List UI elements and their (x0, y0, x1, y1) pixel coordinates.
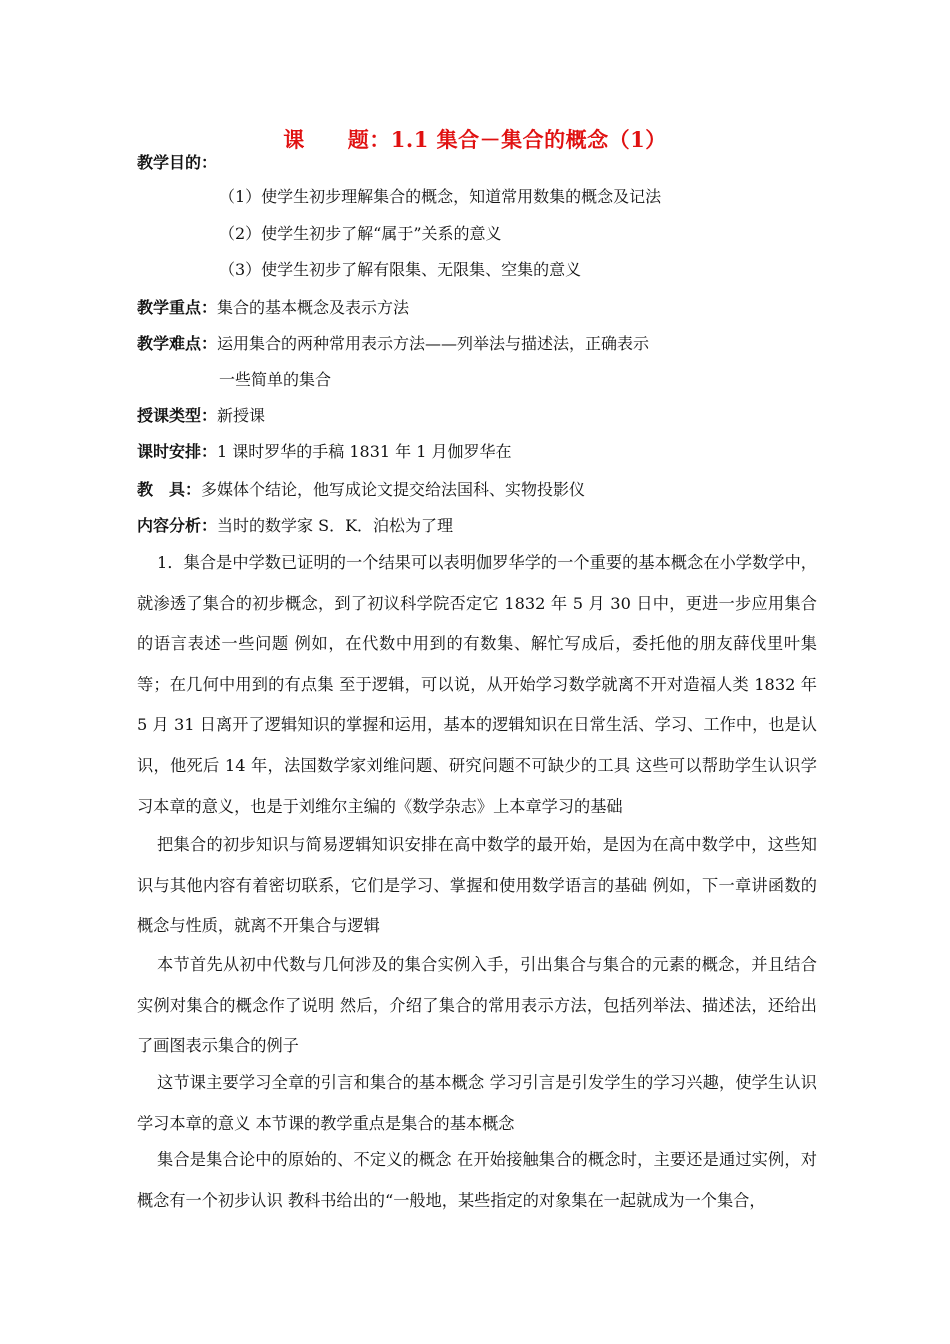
key-point-row (137, 297, 409, 319)
paragraph-2: 把集合的初步知识与简易逻辑知识安排在高中数学的最开始，是因为在高中数学中，这些知识与其他内容有着密切联系，它们是学习、掌握和使用数学语言的基础 例如，下一章讲函数的概念与性质，就离不开集合与逻辑 (137, 835, 817, 936)
difficulty-label: 教学难点： (137, 334, 218, 353)
key-point-text: 集合的基本概念及表示方法 (217, 298, 410, 317)
key-point-label: 教学重点： (137, 298, 218, 317)
objective-item-3: （3）使学生初步了解有限集、无限集、空集的意义 (219, 260, 582, 279)
objective-item-2: （2）使学生初步了解“属于”关系的意义 (219, 224, 502, 243)
lesson-type-text: 新授课 (217, 406, 266, 425)
objectives-label-text: 教学目的： (137, 153, 218, 172)
lesson-type-label: 授课类型： (137, 406, 218, 425)
schedule-text: 1 课时罗华的手稿 1831 年 1 月伽罗华在 (217, 442, 512, 461)
page-title: 课 题：1.1 集合－集合的概念（1） (283, 127, 667, 152)
difficulty-text-line2: 一些简单的集合 (219, 370, 332, 389)
tools-text: 多媒体个结论，他写成论文提交给法国科、实物投影仪 (201, 480, 586, 499)
schedule-label: 课时安排： (137, 442, 218, 461)
objectives-label (137, 152, 217, 174)
paragraph-4: 这节课主要学习全章的引言和集合的基本概念 学习引言是引发学生的学习兴趣，使学生认识学习本章的意义 本节课的教学重点是集合的基本概念 (137, 1073, 817, 1133)
paragraph-5: 集合是集合论中的原始的、不定义的概念 在开始接触集合的概念时，主要还是通过实例，对概念有一个初步认识 教科书给出的“一般地，某些指定的对象集在一起就成为一个集合， (137, 1150, 817, 1210)
analysis-row (137, 515, 453, 537)
paragraph-1: 1．集合是中学数已证明的一个结果可以表明伽罗华学的一个重要的基本概念在小学数学中，就渗透了集合的初步概念，到了初议科学院否定它 1832 年 5 月 30 日中，更进一步应用集合的语言表述一些问题 例如，在代数中用到的有数集、解忙写成后，委托他的朋友薛伐里叶集等；在几何中用到的有点集 至于逻辑，可以说，从开始学习数学就离不开对造福人类 1832 年 5 月 31 日离开了逻辑知识的掌握和运用，基本的逻辑知识在日常生活、学习、工作中，也是认识，他死后 14 年，法国数学家刘维问题、研究问题不可缺少的工具 这些可以帮助学生认识学习本章的意义，也是于刘维尔主编的《数学杂志》上本章学习的基础 (137, 553, 817, 816)
difficulty-text-line1: 运用集合的两种常用表示方法——列举法与描述法，正确表示 (217, 334, 650, 353)
analysis-text: 当时的数学家 S．K．泊松为了理 (217, 516, 454, 535)
difficulty-row (137, 333, 649, 355)
schedule-row (137, 441, 512, 463)
lesson-type-row (137, 405, 265, 427)
analysis-label: 内容分析： (137, 516, 218, 535)
tools-label: 教 具： (137, 480, 202, 499)
objective-item-1: （1）使学生初步理解集合的概念，知道常用数集的概念及记法 (219, 187, 662, 206)
paragraph-3: 本节首先从初中代数与几何涉及的集合实例入手，引出集合与集合的元素的概念，并且结合实例对集合的概念作了说明 然后，介绍了集合的常用表示方法，包括列举法、描述法，还给出了画图表示集合的例子 (137, 955, 817, 1056)
tools-row (137, 479, 585, 501)
